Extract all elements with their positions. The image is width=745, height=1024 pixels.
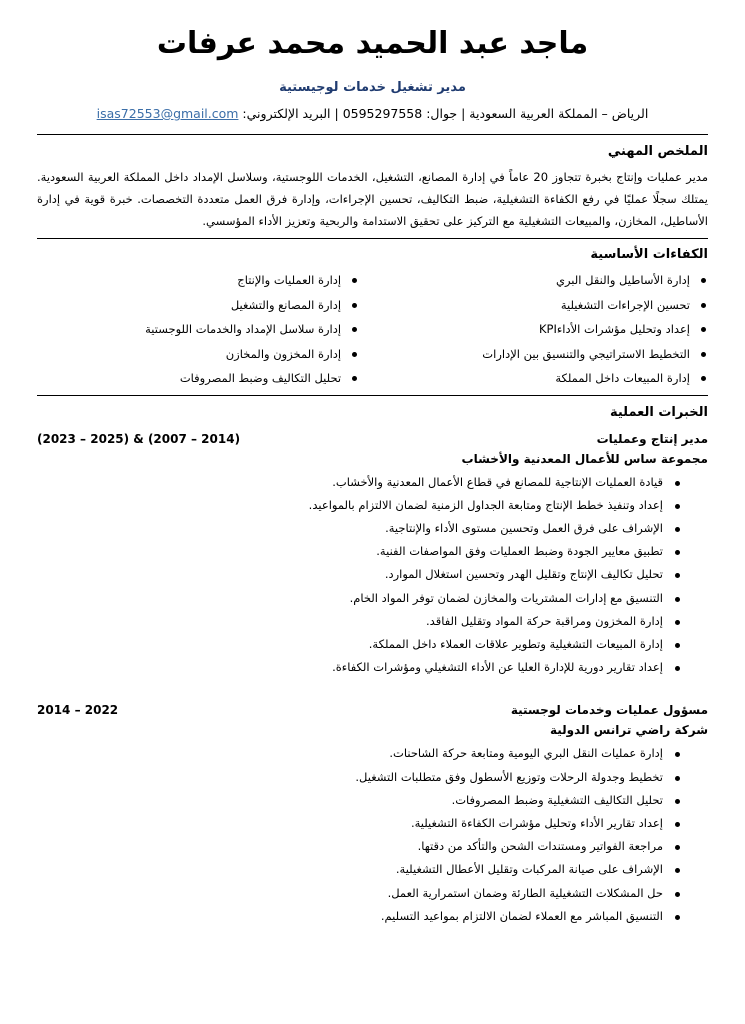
list-item: إدارة العمليات والإنتاج <box>37 268 359 293</box>
list-item: إدارة المخزون والمخازن <box>37 342 359 367</box>
list-item: قيادة العمليات الإنتاجية للمصانع في قطاع الأعمال المعدنية والأخشاب. <box>37 471 683 494</box>
candidate-name: ماجد عبد الحميد محمد عرفات <box>156 26 589 61</box>
list-item: مراجعة الفواتير ومستندات الشحن والتأكد من دقتها. <box>37 835 683 858</box>
divider <box>37 395 708 396</box>
job-header <box>37 700 708 720</box>
list-item: إدارة المخزون ومراقبة حركة المواد وتقليل الفاقد. <box>37 610 683 633</box>
list-item: إدارة المصانع والتشغيل <box>37 293 359 318</box>
job-company: مجموعة ساس للأعمال المعدنية والأخشاب <box>461 451 708 466</box>
job-dates: 2014 – 2022 <box>37 703 119 718</box>
list-item: إعداد وتنفيذ خطط الإنتاج ومتابعة الجداول الزمنية لضمان الالتزام بالمواعيد. <box>37 494 683 517</box>
summary-text: مدير عمليات وإنتاج بخبرة تتجاوز 20 عاماً في إدارة المصانع، التشغيل، الخدمات اللوجستية، وسلاسل الإمداد داخل المملكة العربية السعودية. يمتلك سجلًا عمليًا في رفع الكفاءة التشغيلية، ضبط التكاليف، تحسين الإجراءات، وإدارة فرق العمل متعددة التخصصات. خبرة قوية في إدارة الأساطيل، المخازن، والمبيعات التشغيلية مع التركيز على تحقيق الاستدامة والربحية وتعزيز الأداء المؤسسي. <box>37 170 708 228</box>
list-item: التنسيق مع إدارات المشتريات والمخازن لضمان توفر المواد الخام. <box>37 587 683 610</box>
experience-section <box>37 403 708 928</box>
competencies-title: الكفاءات الأساسية <box>590 247 708 262</box>
job-role: مدير تشغيل خدمات لوجيستية <box>279 80 466 95</box>
list-item: الإشراف على فرق العمل وتحسين مستوى الأداء والإنتاجية. <box>37 517 683 540</box>
competencies-column-left <box>37 268 359 391</box>
list-item: تحليل التكاليف وضبط المصروفات <box>37 366 359 391</box>
list-item: إدارة سلاسل الإمداد والخدمات اللوجستية <box>37 317 359 342</box>
list-item: تحليل التكاليف التشغيلية وضبط المصروفات. <box>37 789 683 812</box>
list-item: إدارة المبيعات التشغيلية وتطوير علاقات العملاء داخل المملكة. <box>37 633 683 656</box>
job-bullets <box>37 742 708 928</box>
job-title: مدير إنتاج وعمليات <box>596 431 708 446</box>
list-item: إعداد تقارير دورية للإدارة العليا عن الأداء التشغيلي ومؤشرات الكفاءة. <box>37 656 683 679</box>
summary-section <box>37 142 708 232</box>
divider <box>37 134 708 135</box>
list-item: الإشراف على صيانة المركبات وتقليل الأعطال التشغيلية. <box>37 858 683 881</box>
job-title: مسؤول عمليات وخدمات لوجستية <box>510 703 708 718</box>
list-item: التخطيط الاستراتيجي والتنسيق بين الإدارات <box>386 342 708 367</box>
job-entry <box>37 700 708 928</box>
list-item: إعداد وتحليل مؤشرات الأداءKPI <box>386 317 708 342</box>
list-item: حل المشكلات التشغيلية الطارئة وضمان استمرارية العمل. <box>37 882 683 905</box>
competencies-grid <box>37 268 708 391</box>
experience-title: الخبرات العملية <box>609 404 708 420</box>
list-item: إدارة المبيعات داخل المملكة <box>386 366 708 391</box>
job-bullets <box>37 471 708 680</box>
competencies-column-right <box>386 268 708 391</box>
list-item: إدارة عمليات النقل البري اليومية ومتابعة حركة الشاحنات. <box>37 742 683 765</box>
job-dates: (2023 – 2025) & (2007 – 2014) <box>37 431 241 446</box>
list-item: تحليل تكاليف الإنتاج وتقليل الهدر وتحسين استغلال الموارد. <box>37 563 683 586</box>
email-link[interactable]: isas72553@gmail.com <box>96 106 239 121</box>
list-item: تطبيق معايير الجودة وضبط العمليات وفق المواصفات الفنية. <box>37 540 683 563</box>
contact-line <box>37 104 708 124</box>
competencies-section <box>37 245 708 391</box>
contact-text: الرياض – المملكة العربية السعودية | جوال: 0595297558 | البريد الإلكتروني: <box>238 106 649 121</box>
list-item: تخطيط وجدولة الرحلات وتوزيع الأسطول وفق متطلبات التشغيل. <box>37 766 683 789</box>
job-header <box>37 429 708 449</box>
list-item: التنسيق المباشر مع العملاء لضمان الالتزام بمواعيد التسليم. <box>37 905 683 928</box>
list-item: تحسين الإجراءات التشغيلية <box>386 293 708 318</box>
job-company: شركة راضي ترانس الدولية <box>549 723 708 738</box>
list-item: إدارة الأساطيل والنقل البري <box>386 268 708 293</box>
divider <box>37 238 708 239</box>
list-item: إعداد تقارير الأداء وتحليل مؤشرات الكفاءة التشغيلية. <box>37 812 683 835</box>
job-entry <box>37 429 708 680</box>
summary-title: الملخص المهني <box>607 144 708 159</box>
